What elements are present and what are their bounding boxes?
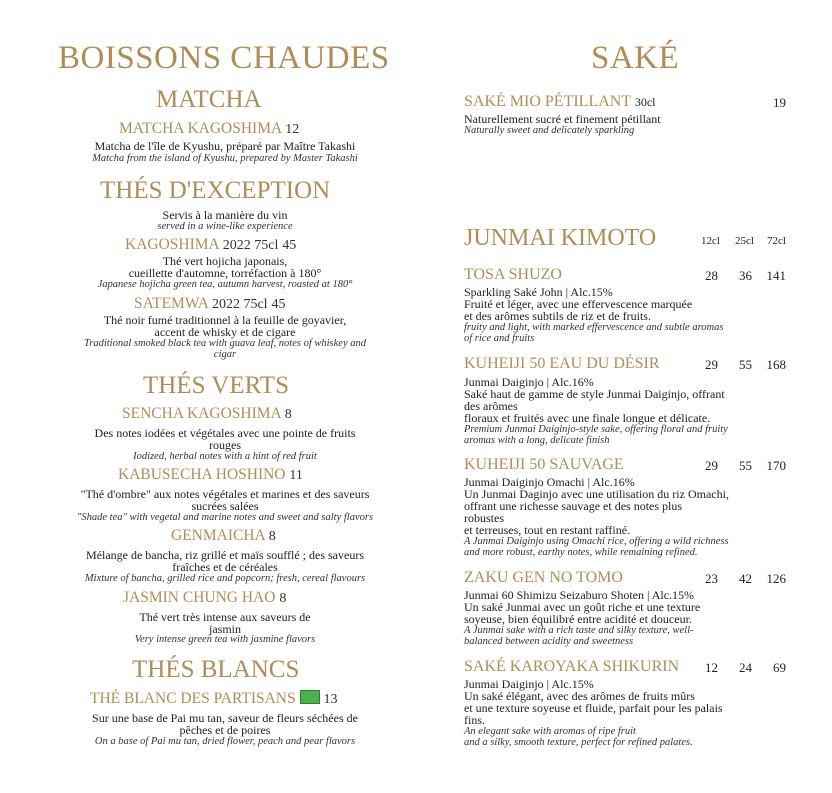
item-description-en: Naturally sweet and delicately sparkling — [464, 125, 635, 136]
item-meta: 2022 75cl — [211, 297, 268, 312]
item-description-fr: fins. — [464, 713, 485, 727]
price-72cl: 168 — [766, 357, 786, 372]
section-heading-thes-blancs: THÉS BLANCS — [132, 656, 300, 683]
item-description-fr: Sur une base de Pai mu tan, saveur de fleurs séchées de — [92, 711, 358, 725]
section-heading-thes-exception: THÉS D'EXCEPTION — [100, 177, 331, 204]
item-description-fr: Un saké élégant, avec des arômes de fruits mûrs — [464, 689, 695, 703]
item-title-zaku-gen-no-tomo: ZAKU GEN NO TOMO — [464, 569, 623, 586]
item-description — [464, 589, 754, 647]
item-description-en: Iodized, herbal notes with a hint of red fruit — [133, 451, 317, 462]
item-meta: 2022 75cl — [222, 238, 279, 253]
item-description-fr: Mélange de bancha, riz grillé et maïs soufflé ; des saveurs — [85, 548, 364, 562]
item-description-fr: jasmin — [209, 622, 241, 636]
column-header-25cl: 25cl — [735, 235, 754, 247]
item-price: 8 — [279, 591, 287, 606]
item-description-fr: floraux et fruités avec une finale longue et délicate. — [464, 411, 711, 425]
price-25cl: 36 — [739, 268, 752, 283]
item-description-en: Mixture of bancha, grilled rice and popcorn; fresh, cereal flavours — [84, 573, 366, 584]
item-description-en: Traditional smoked black tea with guava leaf, notes of whiskey and — [83, 338, 366, 349]
item-description-en: Premium Junmai Daiginjo-style sake, offering floral and fruity — [464, 424, 728, 435]
item-name: JASMIN CHUNG HAO — [123, 589, 276, 606]
item-description-fr: Des notes iodées et végétales avec une pointe de fruits — [94, 426, 356, 440]
price-12cl: 12 — [705, 660, 718, 675]
page-title-boissons-chaudes: BOISSONS CHAUDES — [58, 40, 390, 76]
item-description-en: "Shade tea" with vegetal and marine notes and sweet and salty flavors — [76, 512, 374, 523]
item-description-en: and more robust, earthy notes, while remaining refined. — [464, 547, 698, 558]
item-name: MATCHA KAGOSHIMA — [119, 120, 282, 137]
price-72cl: 126 — [766, 571, 786, 586]
item-description-fr: Thé vert très intense aux saveurs de — [139, 610, 311, 624]
price-12cl: 23 — [705, 571, 718, 586]
item-title-sake-mio-petillant — [464, 93, 655, 111]
column-header-72cl: 72cl — [767, 235, 786, 247]
price-25cl: 42 — [739, 571, 752, 586]
item-title-matcha-kagoshima — [119, 120, 299, 138]
item-title-satemwa — [134, 295, 285, 313]
item-description-fr: et une texture soyeuse et fluide, parfait pour les palais — [464, 701, 723, 715]
section-heading-junmai-kimoto: JUNMAI KIMOTO — [464, 225, 657, 251]
item-description — [464, 376, 754, 446]
item-name: SATEMWA — [134, 295, 209, 312]
item-description — [464, 678, 754, 748]
item-price: 11 — [289, 468, 303, 483]
item-description-fr: Un Junmai Daginjo avec une utilisation du riz Omachi, — [464, 487, 729, 501]
item-volume: 30cl — [634, 95, 656, 109]
price-12cl: 28 — [705, 268, 718, 283]
item-description-en: A Junmai sake with a rich taste and silky texture, well- — [464, 625, 694, 636]
item-title-kagoshima — [125, 236, 296, 254]
item-price: 45 — [271, 297, 286, 312]
item-description-fr: des arômes — [464, 399, 518, 413]
item-description-fr: Fruité et léger, avec une effervescence marquée — [464, 297, 693, 311]
item-description-en: An elegant sake with aromas of ripe fruit — [464, 726, 636, 737]
price-12cl: 29 — [705, 458, 718, 473]
item-name: SENCHA KAGOSHIMA — [122, 405, 281, 422]
item-price: 8 — [284, 407, 292, 422]
item-description-en: of rice and fruits — [464, 333, 535, 344]
page-title-sake: SAKÉ — [591, 40, 680, 76]
item-description-en: fruity and light, with marked effervescence and subtle aromas — [464, 322, 724, 333]
item-description — [464, 113, 754, 136]
item-name: GENMAICHA — [171, 527, 265, 544]
item-description-en: A Junmai Daiginjo using Omachi rice, offering a wild richness — [464, 536, 729, 547]
item-description-en: Japanese hojicha green tea, autumn harvest, roasted at 180° — [97, 279, 353, 290]
item-price: 13 — [323, 692, 338, 707]
item-description-en: balanced between acidity and sweetness — [464, 636, 634, 647]
price-25cl: 24 — [739, 660, 752, 675]
section-heading-matcha: MATCHA — [156, 86, 262, 113]
item-name: KABUSECHA HOSHINO — [118, 466, 286, 483]
item-subtitle: Junmai Daiginjo | Alc.16% — [464, 375, 594, 389]
section-intro-fr: Servis à la manière du vin — [162, 208, 288, 222]
price-72cl: 170 — [766, 458, 786, 473]
item-subtitle: Junmai 60 Shimizu Seizaburo Shoten | Alc.15% — [464, 588, 695, 602]
price-25cl: 55 — [739, 458, 752, 473]
item-subtitle: Junmai Daiginjo | Alc.15% — [464, 677, 594, 691]
item-title-kuheiji-50-sauvage: KUHEIJI 50 SAUVAGE — [464, 456, 624, 473]
item-description-fr: Matcha de l'île de Kyushu, préparé par Maître Takashi — [94, 139, 356, 153]
item-description-fr: pêches et de poires — [179, 723, 271, 737]
item-description-fr: rouges — [209, 438, 241, 452]
item-title-sake-karoyaka-shikurin: SAKÉ KAROYAKA SHIKURIN — [464, 658, 680, 675]
item-description-fr: Thé noir fumé traditionnel à la feuille de goyavier, — [103, 313, 347, 327]
price-12cl: 29 — [705, 357, 718, 372]
item-title-sencha-kagoshima — [122, 405, 292, 423]
item-description-en: aromas with a long, delicate finish — [464, 435, 610, 446]
item-subtitle: Junmai Daiginjo Omachi | Alc.16% — [464, 475, 635, 489]
item-description-fr: Saké haut de gamme de style Junmai Daiginjo, offrant — [464, 387, 725, 401]
item-title-jasmin-chung-hao — [123, 589, 286, 607]
price-72cl: 69 — [773, 660, 786, 675]
column-header-12cl: 12cl — [701, 235, 720, 247]
item-price: 12 — [285, 122, 300, 137]
item-description-fr: "Thé d'ombre" aux notes végétales et marines et des saveurs — [80, 487, 370, 501]
item-description-fr: sucrées salées — [191, 499, 259, 513]
item-description-fr: soyeuse, bien équilibré entre acidité et douceur. — [464, 612, 692, 626]
item-description-fr: et terreuses, tout en restant raffiné. — [464, 523, 631, 537]
bio-label-icon — [300, 690, 320, 704]
item-description-fr: accent de whisky et de cigare — [154, 325, 296, 339]
item-description-fr: fraîches et de céréales — [172, 560, 278, 574]
item-title-kabusecha-hoshino — [118, 466, 303, 484]
item-description-fr: Naturellement sucré et finement pétillant — [464, 112, 661, 126]
item-description-fr: et des arômes subtils de riz et de fruits. — [464, 309, 651, 323]
item-price: 19 — [773, 95, 786, 110]
section-intro-en: served in a wine-like experience — [157, 221, 293, 232]
item-title-genmaicha — [171, 527, 276, 545]
item-name: KAGOSHIMA — [125, 236, 219, 253]
item-description-fr: Un saké Junmai avec un goût riche et une texture — [464, 600, 701, 614]
item-description-fr: offrant une richesse sauvage et des notes plus — [464, 499, 683, 513]
item-description — [464, 476, 754, 558]
item-description-en: Matcha from the island of Kyushu, prepared by Master Takashi — [92, 153, 358, 164]
item-subtitle: Sparkling Saké John | Alc.15% — [464, 285, 613, 299]
item-description-fr: robustes — [464, 511, 504, 525]
section-heading-thes-verts: THÉS VERTS — [143, 372, 289, 399]
item-price: 45 — [282, 238, 297, 253]
item-description-fr: Thé vert hojicha japonais, — [162, 254, 288, 268]
item-name: SAKÉ MIO PÉTILLANT — [464, 93, 631, 110]
price-72cl: 141 — [766, 268, 786, 283]
item-description-en: On a base of Pai mu tan, dried flower, peach and pear flavors — [94, 736, 356, 747]
item-price: 8 — [268, 529, 276, 544]
item-description — [464, 286, 754, 344]
item-title-tosa-shuzo: TOSA SHUZO — [464, 266, 562, 283]
item-description-fr: cueillette d'automne, torréfaction à 180° — [128, 266, 322, 280]
item-name: THÉ BLANC DES PARTISANS — [90, 690, 296, 707]
item-title-the-blanc-des-partisans — [90, 690, 338, 708]
item-description-en: cigar — [213, 349, 237, 360]
price-25cl: 55 — [739, 357, 752, 372]
item-title-kuheiji-50-eau-du-desir: KUHEIJI 50 EAU DU DÉSIR — [464, 355, 660, 372]
item-description-en: Very intense green tea with jasmine flavors — [134, 634, 316, 645]
item-description-en: and a silky, smooth texture, perfect for refined palates. — [464, 737, 693, 748]
